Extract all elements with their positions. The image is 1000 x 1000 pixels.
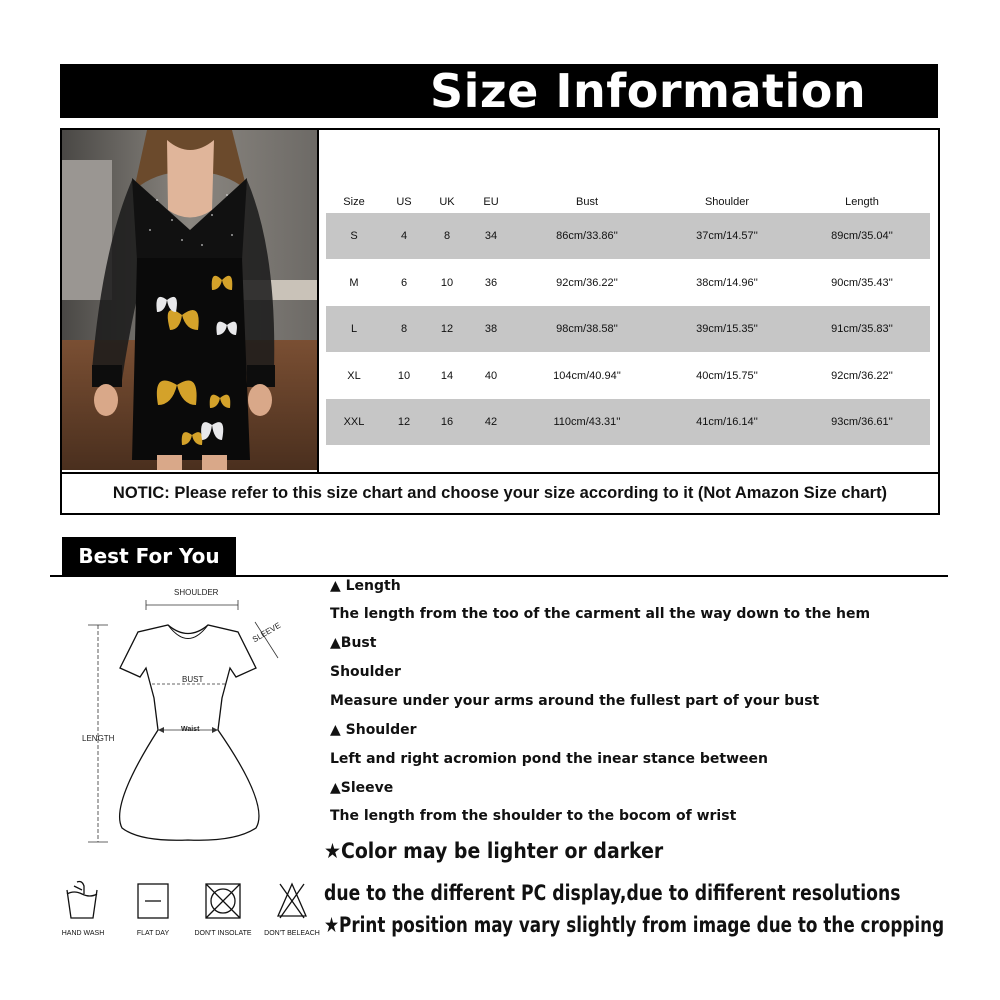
size-notice: NOTIC: Please refer to this size chart and choose your size according to it (Not Amazon Size chart): [112, 484, 888, 502]
desc-shoulder-heading: ▲ Shoulder: [330, 722, 417, 738]
table-cell: 42: [484, 416, 498, 428]
table-cell: 8: [400, 323, 408, 335]
table-cell: 10: [397, 370, 411, 382]
dress-model-illustration: [62, 130, 317, 470]
table-cell: XXL: [343, 416, 365, 428]
best-for-you-tab: Best For You: [62, 537, 236, 575]
table-cell: S: [350, 230, 358, 242]
table-cell: 89cm/35.04'': [831, 230, 893, 242]
table-cell: 12: [397, 416, 411, 428]
measurement-diagram: [60, 580, 320, 860]
diagram-label-sleeve: SLEEVE: [250, 620, 283, 645]
table-cell: 14: [440, 370, 454, 382]
table-cell: 6: [400, 277, 408, 289]
care-label-no-insolate: DON'T INSOLATE: [194, 930, 252, 937]
table-cell: 37cm/14.57'': [696, 230, 758, 242]
table-header-bust: Bust: [575, 196, 598, 208]
desc-bust-sub: Shoulder: [330, 664, 401, 680]
care-icons: [62, 880, 332, 925]
table-cell: 41cm/16.14'': [696, 416, 758, 428]
desc-length-text: The length from the too of the carment all the way down to the hem: [330, 606, 871, 622]
care-label-no-bleach: DON'T BELEACH: [264, 930, 320, 937]
hand-wash-icon: [67, 882, 97, 919]
table-header-uk: UK: [439, 196, 455, 208]
page-title: Size Information: [430, 64, 867, 118]
product-photo: [62, 130, 317, 470]
table-cell: 38cm/14.96'': [696, 277, 758, 289]
table-cell: 104cm/40.94'': [553, 370, 621, 382]
diagram-label-bust: BUST: [182, 675, 204, 684]
desc-shoulder-text: Left and right acromion pond the inear stance between: [330, 751, 768, 767]
note-color: ★Color may be lighter or darker: [324, 839, 664, 863]
desc-sleeve-heading: ▲Sleeve: [330, 780, 394, 796]
table-cell: 16: [440, 416, 454, 428]
table-header-length: Length: [845, 196, 879, 208]
table-cell: 4: [400, 230, 408, 242]
note-print-position: ★Print position may vary slightly from image due to the cropping: [324, 913, 945, 937]
table-cell: 93cm/36.61'': [831, 416, 893, 428]
table-cell: 92cm/36.22'': [556, 277, 618, 289]
table-header-us: US: [396, 196, 412, 208]
desc-bust-text: Measure under your arms around the fullest part of your bust: [330, 693, 820, 709]
diagram-label-shoulder: SHOULDER: [174, 588, 219, 597]
table-cell: 92cm/36.22'': [831, 370, 893, 382]
table-cell: 40cm/15.75'': [696, 370, 758, 382]
section-rule: [50, 575, 948, 577]
table-header-size: Size: [343, 196, 365, 208]
table-cell: 98cm/38.58'': [556, 323, 618, 335]
table-cell: 91cm/35.83'': [831, 323, 893, 335]
desc-length-heading: ▲ Length: [330, 578, 401, 594]
flat-dry-icon: [138, 884, 168, 918]
table-header-shoulder: Shoulder: [704, 196, 750, 208]
table-header-eu: EU: [483, 196, 499, 208]
table-cell: L: [350, 323, 358, 335]
do-not-bleach-icon: [278, 884, 306, 918]
table-cell: 86cm/33.86'': [556, 230, 618, 242]
table-cell: 90cm/35.43'': [831, 277, 893, 289]
table-cell: 110cm/43.31'': [553, 416, 621, 428]
notice-divider: [62, 472, 938, 474]
table-cell: 38: [484, 323, 498, 335]
table-cell: 40: [484, 370, 498, 382]
table-cell: 39cm/15.35'': [696, 323, 758, 335]
table-cell: 34: [484, 230, 498, 242]
care-label-hand-wash: HAND WASH: [61, 930, 105, 937]
desc-sleeve-text: The length from the shoulder to the bocom of wrist: [330, 808, 737, 824]
table-cell: 12: [440, 323, 454, 335]
table-cell: M: [349, 277, 359, 289]
care-label-flat-dry: FLAT DAY: [136, 930, 170, 937]
table-cell: 8: [443, 230, 451, 242]
diagram-label-waist: Waist: [181, 726, 200, 733]
do-not-insolate-icon: [206, 884, 240, 918]
table-cell: 10: [440, 277, 454, 289]
table-cell: 36: [484, 277, 498, 289]
note-display: due to the different PC display,due to dififerent resolutions: [324, 881, 901, 905]
table-cell: XL: [347, 370, 361, 382]
desc-bust-heading: ▲Bust: [330, 635, 377, 651]
diagram-label-length: LENGTH: [82, 734, 115, 743]
